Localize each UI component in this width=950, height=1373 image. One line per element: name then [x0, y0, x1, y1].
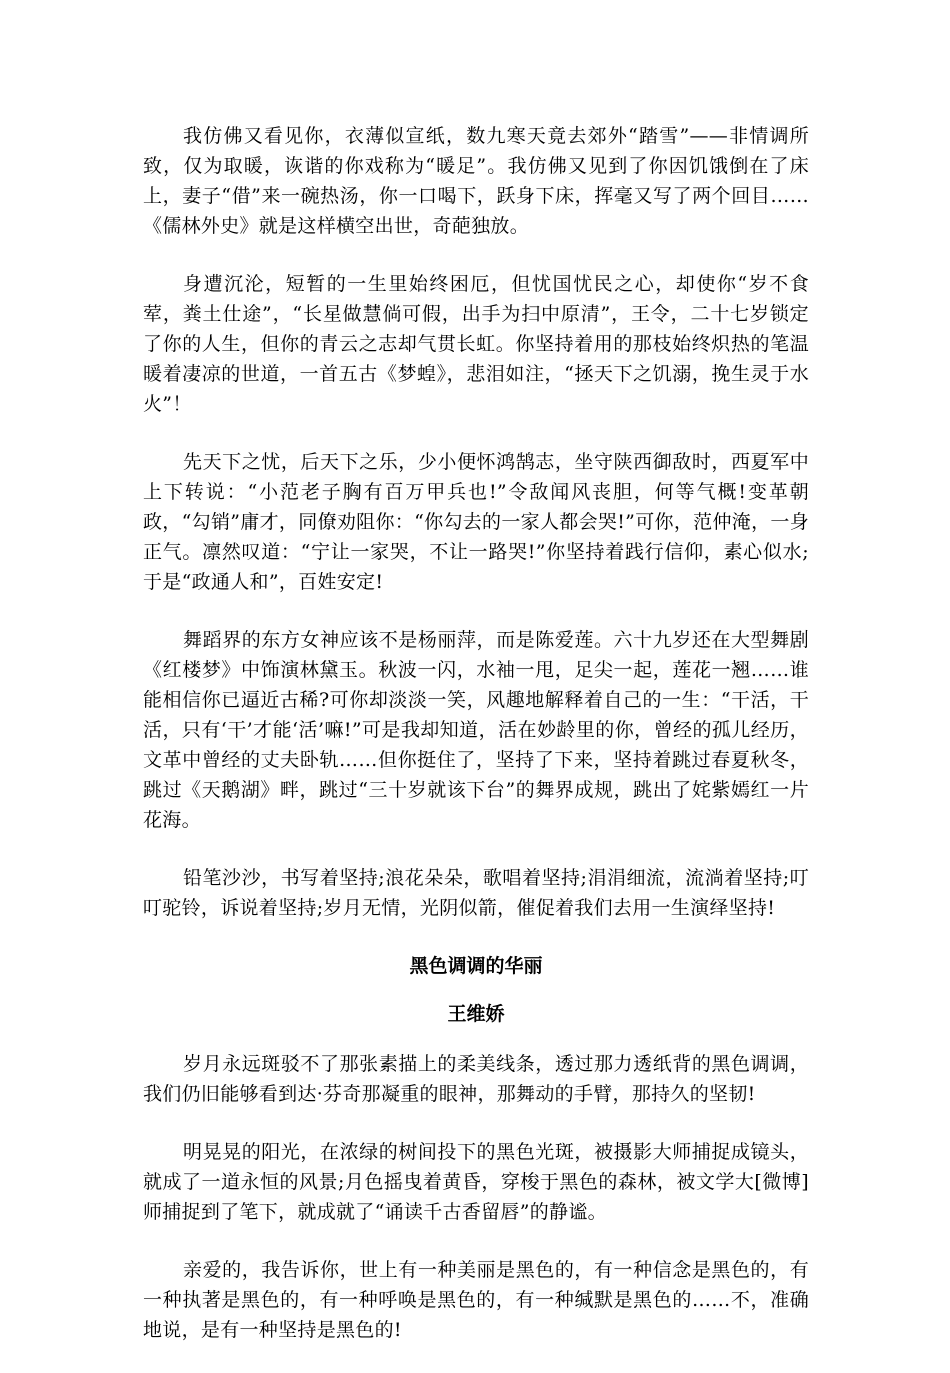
article-title: 黑色调调的华丽: [409, 955, 543, 977]
paragraph: 铅笔沙沙，书写着坚持;浪花朵朵，歌唱着坚持;涓涓细流，流淌着坚持;叮叮驼铃，诉说着坚持;岁月无情，光阴似箭，催促着我们去用一生演绎坚持!: [143, 867, 809, 919]
paragraph: 我仿佛又看见你，衣薄似宣纸，数九寒天竟去郊外“踏雪”——非情调所致，仅为取暖，诙谐的你戏称为“暖足”。我仿佛又见到了你因饥饿倒在了床上，妻子“借”来一碗热汤，你一口喝下，跃身下床，挥毫又写了两个回目……《儒林外史》就是这样横空出世，奇葩独放。: [143, 125, 809, 237]
paragraph: 舞蹈界的东方女神应该不是杨丽萍，而是陈爱莲。六十九岁还在大型舞剧《红楼梦》中饰演林黛玉。秋波一闪，水袖一甩，足尖一起，莲花一翘……谁能相信你已逼近古稀?可你却淡淡一笑，风趣地解释着自己的一生：“干活，干活，只有‘干’才能‘活’嘛!”可是我却知道，活在妙龄里的你，曾经的孤儿经历，文革中曾经的丈夫卧轨……但你挺住了，坚持了下来，坚持着跳过春夏秋冬，跳过《天鹅湖》畔，跳过“三十岁就该下台”的舞界成规，跳出了姹紫嫣红一片花海。: [143, 629, 809, 831]
paragraph: 岁月永远斑驳不了那张素描上的柔美线条，透过那力透纸背的黑色调调，我们仍旧能够看到达·芬奇那凝重的眼神，那舞动的手臂，那持久的坚韧!: [143, 1053, 809, 1105]
paragraph: 身遭沉沦，短暂的一生里始终困厄，但忧国忧民之心，却使你“岁不食荤，粪土仕途”，“长星做慧倘可假，出手为扫中原清”，王令，二十七岁锁定了你的人生，但你的青云之志却气贯长虹。你坚持着用的那枝始终炽热的笔温暖着凄凉的世道，一首五古《梦蝗》，悲泪如注，“拯天下之饥溺，挽生灵于水火”！: [143, 273, 809, 415]
paragraph: 先天下之忧，后天下之乐，少小便怀鸿鹄志，坐守陕西御敌时，西夏军中上下转说：“小范老子胸有百万甲兵也!”令敌闻风丧胆，何等气概!变革朝政，“勾销”庸才，同僚劝阻你：“你勾去的一家人都会哭!”可你，范仲淹，一身正气。凛然叹道：“宁让一家哭，不让一路哭!”你坚持着践行信仰，素心似水;于是“政通人和”，百姓安定!: [143, 451, 809, 593]
document-page: [143, 121, 809, 1373]
paragraph: 明晃晃的阳光，在浓绿的树间投下的黑色光斑，被摄影大师捕捉成镜头，就成了一道永恒的风景;月色摇曳着黄昏，穿梭于黑色的森林，被文学大[微博]师捕捉到了笔下，就成就了“诵读千古香留唇”的静谧。: [143, 1141, 809, 1223]
paragraph: 亲爱的，我告诉你，世上有一种美丽是黑色的，有一种信念是黑色的，有一种执著是黑色的，有一种呼唤是黑色的，有一种缄默是黑色的……不，准确地说，是有一种坚持是黑色的!: [143, 1259, 809, 1341]
article-author: 王维娇: [447, 1003, 505, 1025]
